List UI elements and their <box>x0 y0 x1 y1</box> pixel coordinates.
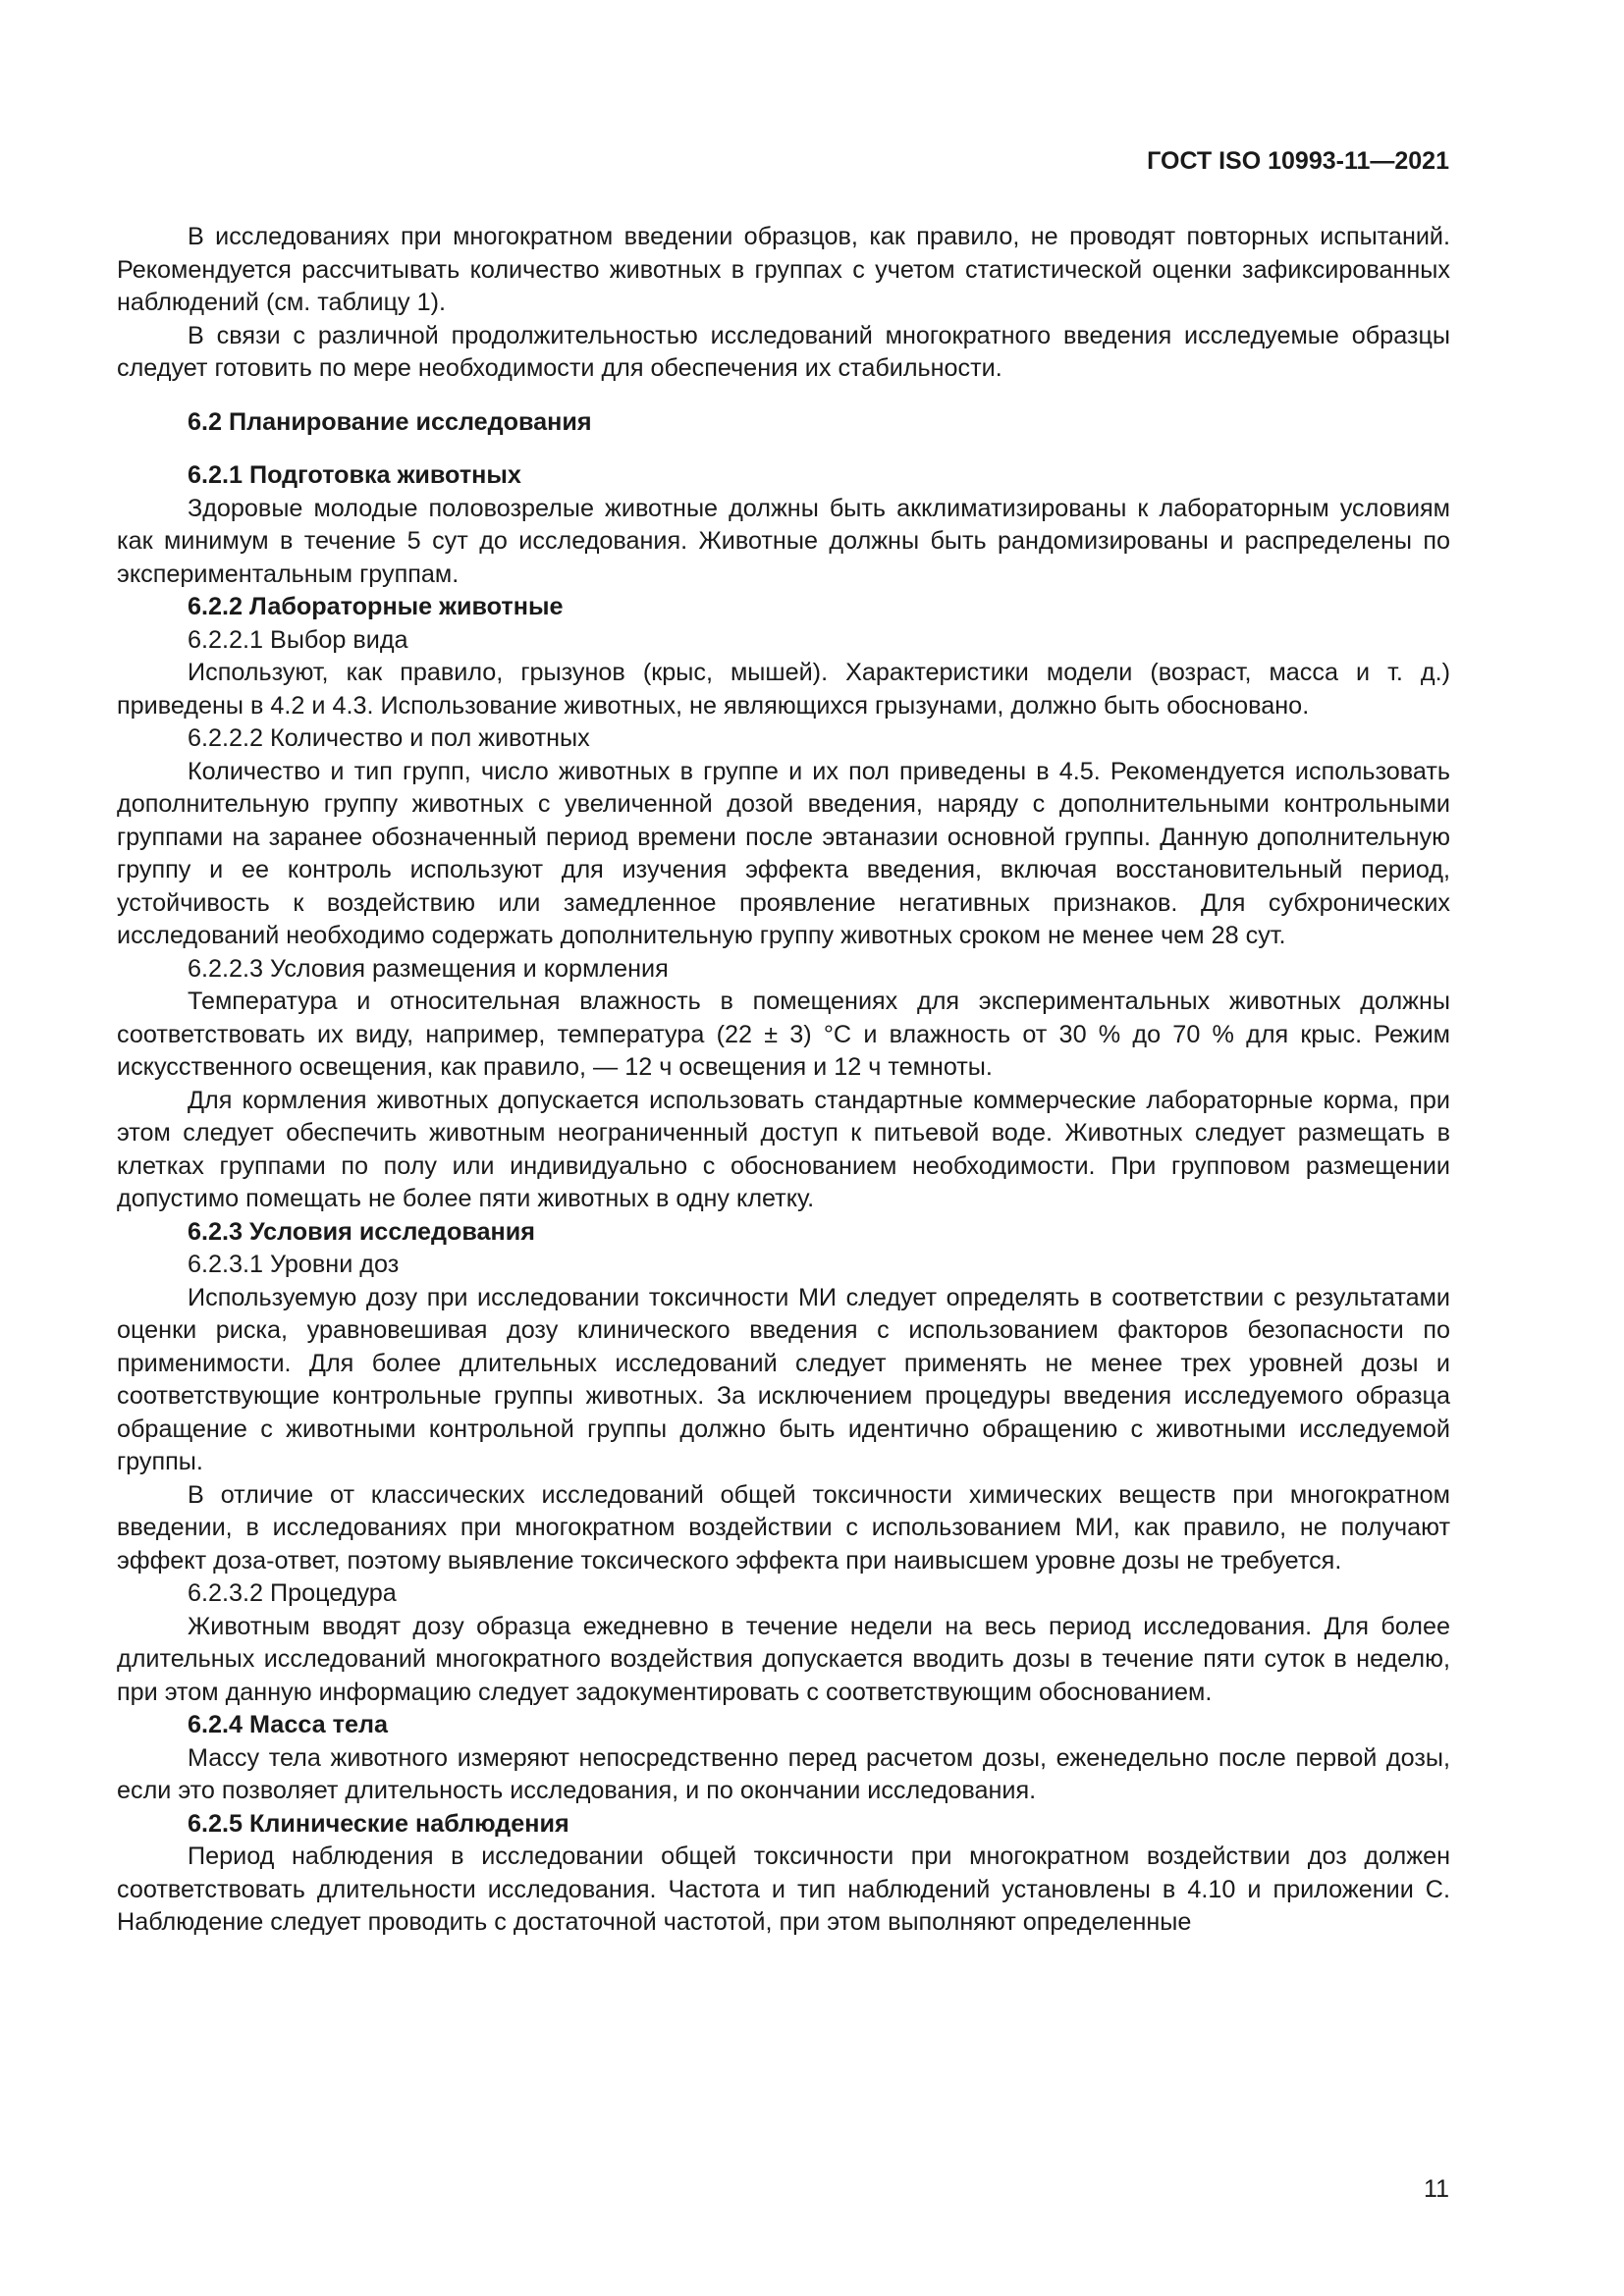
document-body <box>117 221 1450 1940</box>
paragraph: Температура и относительная влажность в помещениях для экспериментальных животных должны соответствовать их виду, например, температура (22 ± 3) °С и влажность от 30 % до 70 % для крыс. Режим искусственного освещения, как правило, — 12 ч освещения и 12 ч темноты. <box>117 988 1450 1081</box>
section-heading-6-2-4: 6.2.4 Масса тела <box>188 1711 388 1738</box>
page-number: 11 <box>1424 2175 1449 2203</box>
paragraph: Количество и тип групп, число животных в группе и их пол приведены в 4.5. Рекомендуется использовать дополнительную группу животных с увеличенной дозой введения, наряду с дополнительными контрольными группами на заранее обозначенный период времени после эвтаназии основной группы. Данную дополнительную группу и ее контроль используют для изучения эффекта введения, включая восстановительный период, устойчивость к воздействию или замедленное проявление негативных признаков. Для субхронических исследований необходимо содержать дополнительную группу животных сроком не менее чем 28 сут. <box>117 757 1450 949</box>
document-header-id: ГОСТ ISO 10993-11—2021 <box>1147 147 1449 175</box>
paragraph: Для кормления животных допускается использовать стандартные коммерческие лабораторные корма, при этом следует обеспечить животным неограниченный доступ к питьевой воде. Животных следует размещать в клетках группами по полу или индивидуально с обоснованием необходимости. При групповом размещении допустимо помещать не более пяти животных в одну клетку. <box>117 1086 1450 1212</box>
subsection-heading-6-2-2-3: 6.2.2.3 Условия размещения и кормления <box>188 954 669 983</box>
subsection-heading-6-2-3-2: 6.2.3.2 Процедура <box>188 1579 397 1607</box>
paragraph: Период наблюдения в исследовании общей токсичности при многократном воздействии доз должен соответствовать длительности исследования. Частота и тип наблюдений установлены в 4.10 и приложении С. Наблюдение следует проводить с достаточной частотой, при этом выполняют определенные <box>117 1842 1450 1936</box>
subsection-heading-6-2-3-1: 6.2.3.1 Уровни доз <box>188 1251 400 1278</box>
paragraph: В связи с различной продолжительностью исследований многократного введения исследуемые образцы следует готовить по мере необходимости для обеспечения их стабильности. <box>117 321 1450 382</box>
paragraph: Животным вводят дозу образца ежедневно в течение недели на весь период исследования. Для более длительных исследований многократного воздействия допускается вводить дозы в течение пяти суток в неделю, при этом данную информацию следует задокументировать с соответствующим обоснованием. <box>117 1612 1450 1706</box>
paragraph: В исследованиях при многократном введении образцов, как правило, не проводят повторных испытаний. Рекомендуется рассчитывать количество животных в группах с учетом статистической оценки зафиксированных наблюдений (см. таблицу 1). <box>117 223 1450 316</box>
section-heading-6-2-1: 6.2.1 Подготовка животных <box>188 461 521 489</box>
paragraph: Используемую дозу при исследовании токсичности МИ следует определять в соответствии с результатами оценки риска, уравновешивая дозу клинического введения с использованием факторов безопасности по применимости. Для более длительных исследований следует применять не менее трех уровней дозы и соответствующие контрольные группы животных. За исключением процедуры введения исследуемого образца обращение с животными контрольной группы должно быть идентично обращению с животными исследуемой группы. <box>117 1283 1450 1475</box>
section-heading-6-2-2: 6.2.2 Лабораторные животные <box>188 593 564 620</box>
section-heading-6-2-5: 6.2.5 Клинические наблюдения <box>188 1809 569 1838</box>
paragraph: Массу тела животного измеряют непосредственно перед расчетом дозы, еженедельно после первой дозы, если это позволяет длительность исследования, и по окончании исследования. <box>117 1743 1450 1804</box>
paragraph: Используют, как правило, грызунов (крыс, мышей). Характеристики модели (возраст, масса и т. д.) приведены в 4.2 и 4.3. Использование животных, не являющихся грызунами, должно быть обосновано. <box>117 659 1450 720</box>
subsection-heading-6-2-2-1: 6.2.2.1 Выбор вида <box>188 625 408 654</box>
subsection-heading-6-2-2-2: 6.2.2.2 Количество и пол животных <box>188 724 590 752</box>
section-heading-6-2: 6.2 Планирование исследования <box>188 407 592 436</box>
section-heading-6-2-3: 6.2.3 Условия исследования <box>188 1217 535 1246</box>
paragraph: Здоровые молодые половозрелые животные должны быть акклиматизированы к лабораторным условиям как минимум в течение 5 сут до исследования. Животные должны быть рандомизированы и распределены по экспериментальным группам. <box>117 494 1450 588</box>
paragraph: В отличие от классических исследований общей токсичности химических веществ при многократном введении, в исследованиях при многократном воздействии с использованием МИ, как правило, не получают эффект доза-ответ, поэтому выявление токсического эффекта при наивысшем уровне дозы не требуется. <box>117 1480 1450 1575</box>
